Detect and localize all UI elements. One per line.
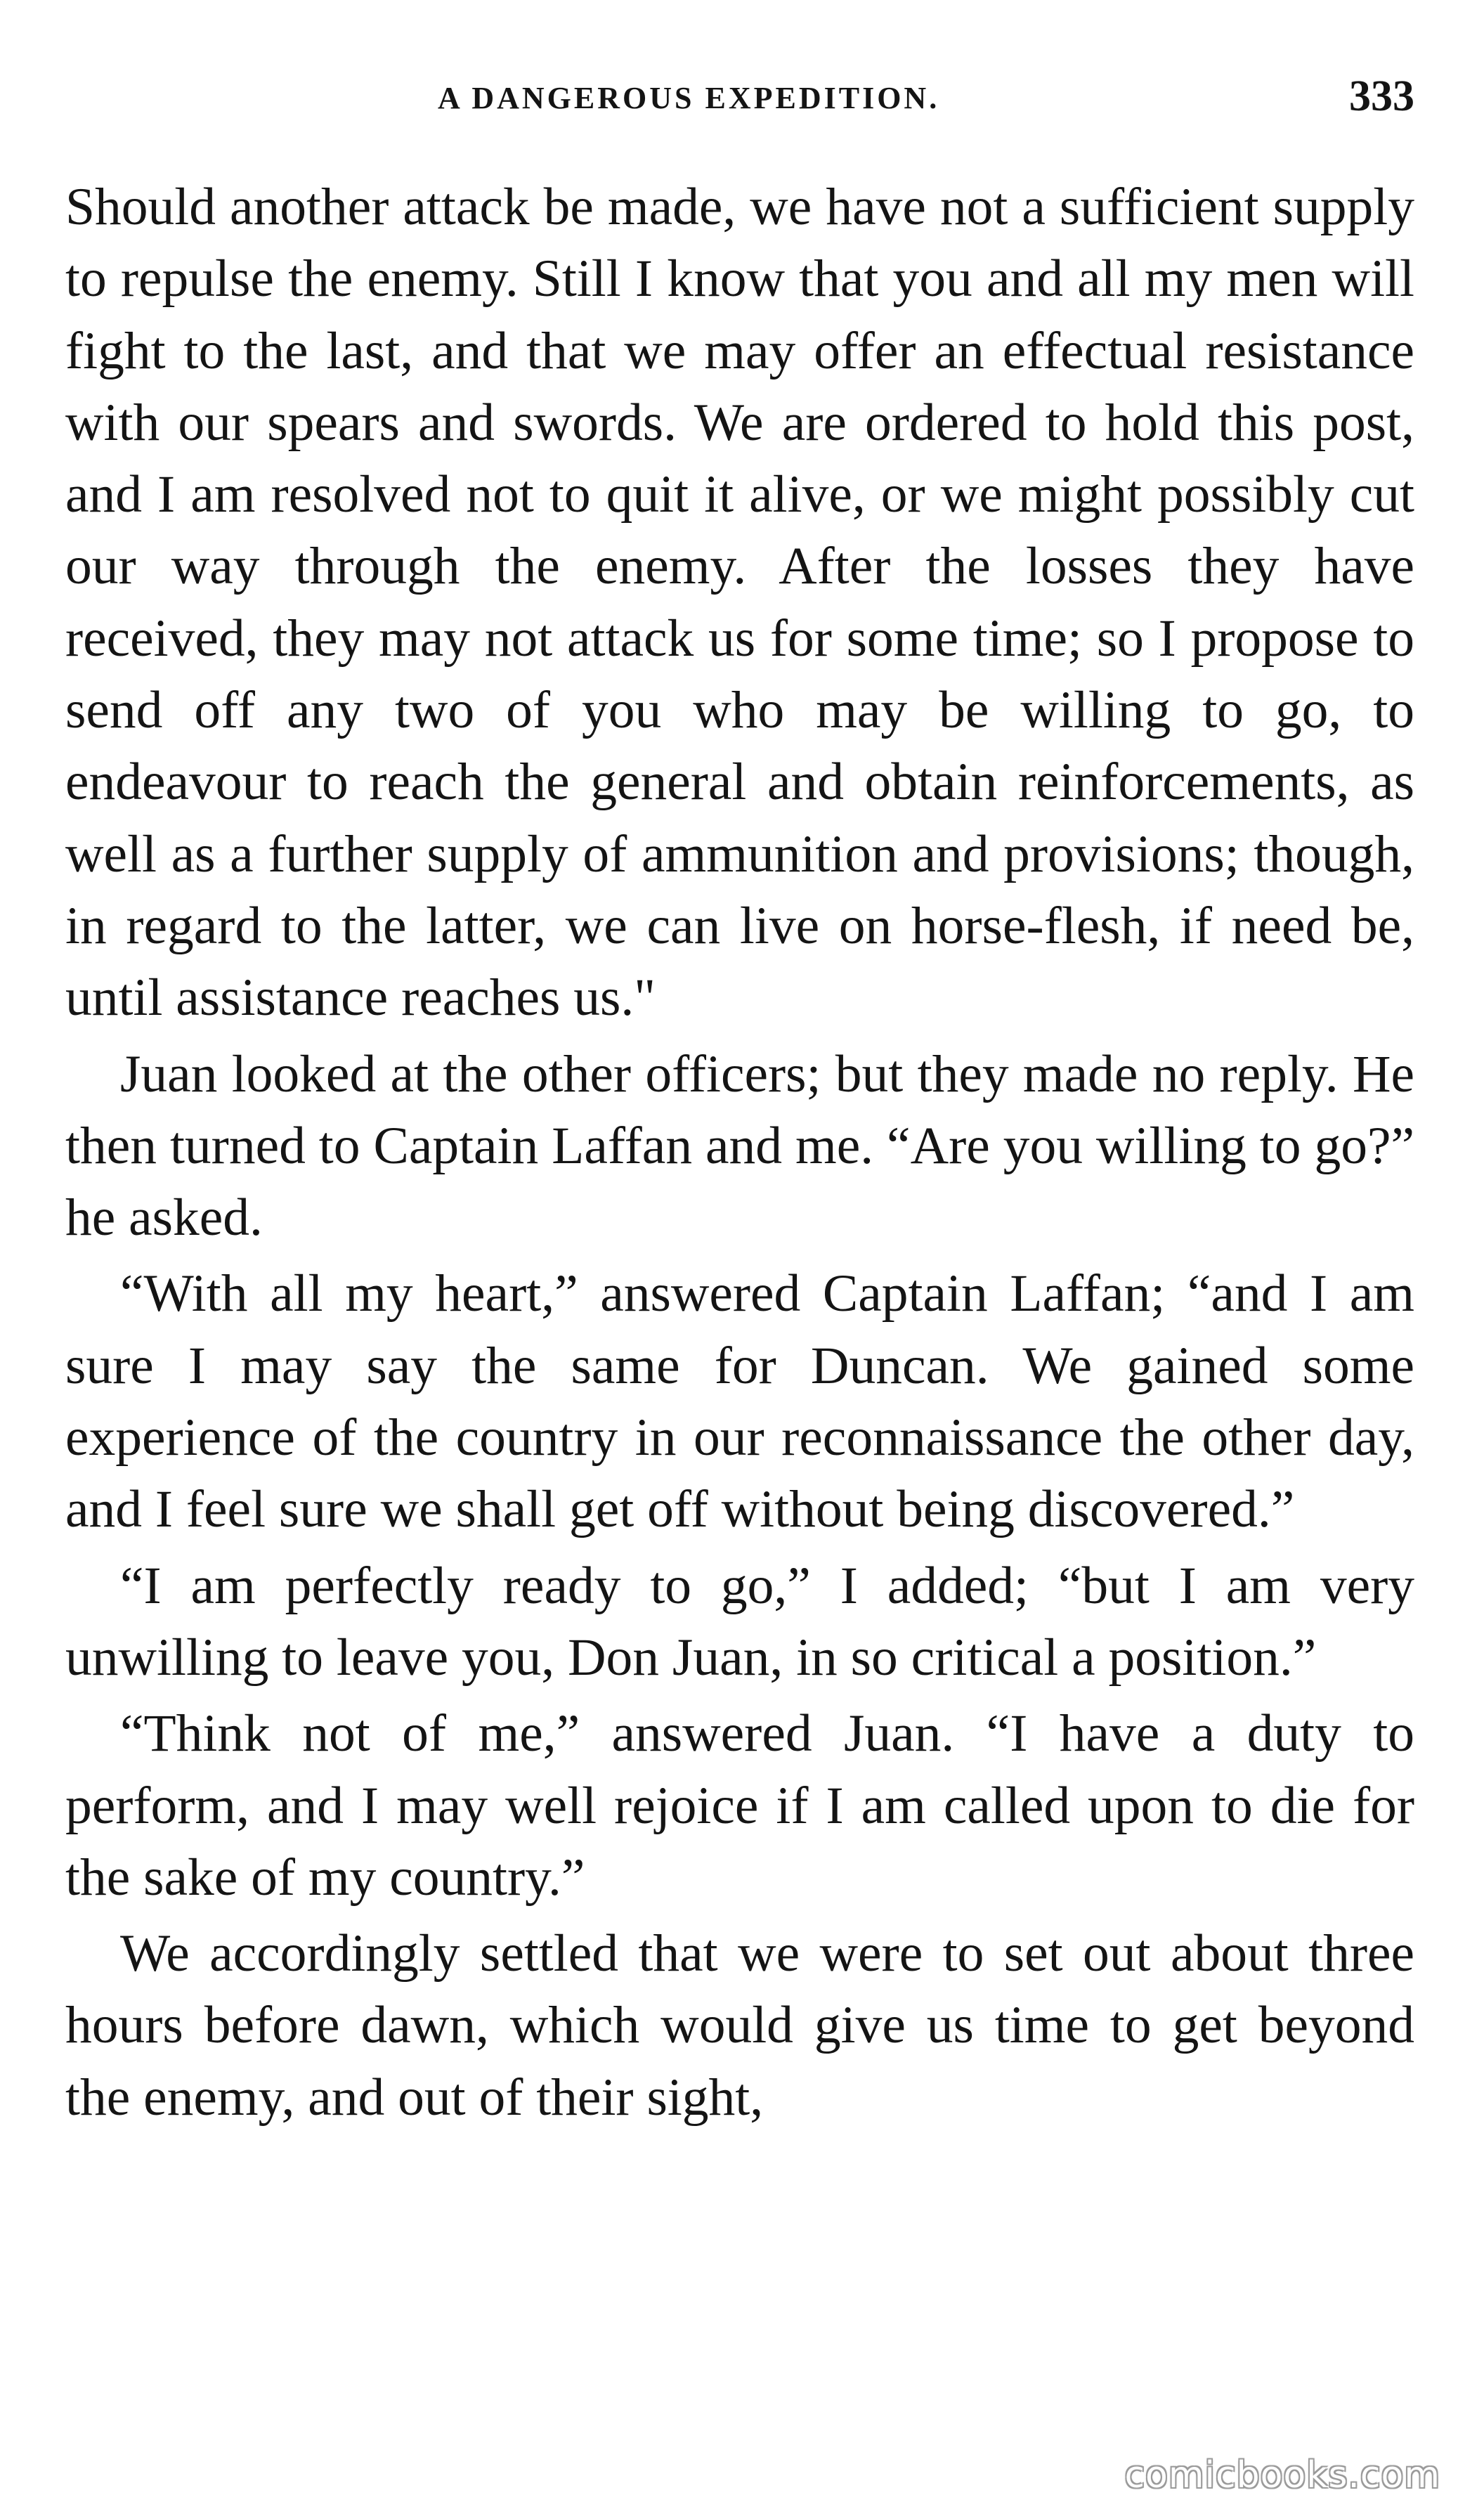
- page-number: 333: [1349, 72, 1414, 120]
- watermark: comicbooks.com: [1124, 2454, 1440, 2496]
- body-text: [65, 171, 1414, 2134]
- running-head: A DANGEROUS EXPEDITION.: [438, 81, 940, 115]
- paragraph: “Think not of me,” answered Juan. “I have a duty to perform, and I may well rejoice if I am called upon to die for the sake of my country.”: [65, 1704, 1414, 1907]
- page-header: [65, 67, 1414, 124]
- paragraph: Juan looked at the other officers; but they made no reply. He then turned to Captain Laffan and me. “Are you willing to go?” he asked.: [65, 1044, 1414, 1247]
- paragraph: “I am perfectly ready to go,” I added; “but I am very unwilling to leave you, Don Juan, in so critical a position.”: [65, 1556, 1414, 1687]
- paragraph: Should another attack be made, we have not a sufficient supply to repulse the enemy. Still I know that you and all my men will fight to the last, and that we may offer an effectual resistance with our spears and swords. We are ordered to hold this post, and I am resolved not to quit it alive, or we might possibly cut our way through the enemy. After the losses they have received, they may not attack us for some time; so I propose to send off any two of you who may be willing to go, to endeavour to reach the general and obtain reinforcements, as well as a further supply of ammunition and provisions; though, in regard to the latter, we can live on horse-flesh, if need be, until assistance reaches us.": [65, 178, 1414, 1028]
- paragraph: “With all my heart,” answered Captain Laffan; “and I am sure I may say the same for Duncan. We gained some experience of the country in our reconnaissance the other day, and I feel sure we shall get off without being discovered.”: [65, 1264, 1414, 1539]
- paragraph: We accordingly settled that we were to set out about three hours before dawn, which would give us time to get beyond the enemy, and out of their sight,: [65, 1924, 1414, 2127]
